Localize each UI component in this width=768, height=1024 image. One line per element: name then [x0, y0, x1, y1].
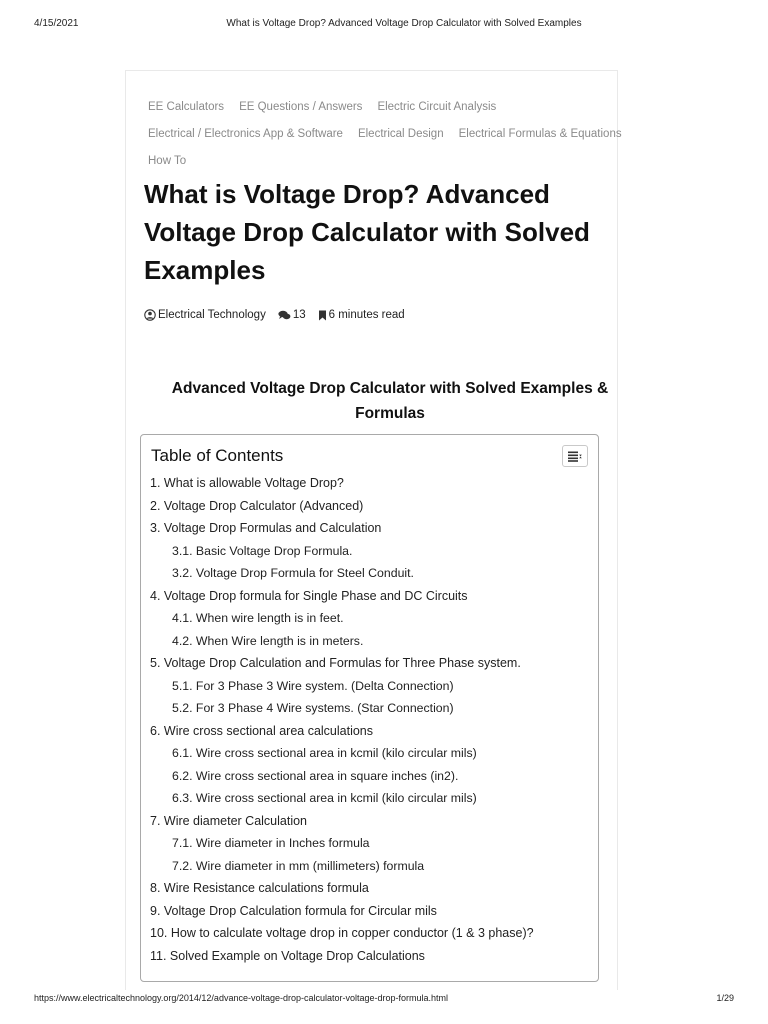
- toc-sublink[interactable]: 4.1. When wire length is in feet.: [172, 611, 344, 625]
- print-title: What is Voltage Drop? Advanced Voltage Drop Calculator with Solved Examples: [226, 18, 582, 29]
- nav-row: [148, 120, 622, 147]
- toc-title: Table of Contents: [151, 446, 284, 465]
- toc-link[interactable]: 11. Solved Example on Voltage Drop Calculations: [150, 948, 425, 963]
- nav-link-electrical-design[interactable]: Electrical Design: [357, 127, 444, 140]
- toc-link[interactable]: 10. How to calculate voltage drop in copper conductor (1 & 3 phase)?: [150, 926, 534, 940]
- toc-link[interactable]: 4. Voltage Drop formula for Single Phase and DC Circuits: [150, 588, 468, 603]
- print-url: https://www.electricaltechnology.org/2014/12/advance-voltage-drop-calculator-voltage-drop-formula.html: [34, 993, 449, 1003]
- page-title: What is Voltage Drop? Advanced Voltage Drop Calculator with Solved Examples: [144, 179, 590, 285]
- nav-link-circuit-analysis[interactable]: Electric Circuit Analysis: [377, 100, 497, 113]
- toc-link[interactable]: 6. Wire cross sectional area calculations: [150, 723, 374, 738]
- nav-row: [148, 93, 608, 120]
- section-heading: Advanced Voltage Drop Calculator with Solved Examples & Formulas: [171, 380, 609, 422]
- article-container: [125, 70, 622, 990]
- toc-link[interactable]: 3. Voltage Drop Formulas and Calculation: [150, 521, 382, 535]
- toc-link[interactable]: 8. Wire Resistance calculations formula: [150, 881, 369, 895]
- print-header: [0, 18, 768, 32]
- toc-link[interactable]: 7. Wire diameter Calculation: [150, 813, 308, 828]
- nav-link-formulas[interactable]: Electrical Formulas & Equations: [458, 127, 622, 140]
- toc-link[interactable]: 2. Voltage Drop Calculator (Advanced): [150, 498, 364, 513]
- toc-link[interactable]: 5. Voltage Drop Calculation and Formulas for Three Phase system.: [150, 656, 521, 670]
- category-nav: [148, 93, 622, 174]
- nav-link-app-software[interactable]: Electrical / Electronics App & Software: [148, 127, 343, 140]
- toc-sublink[interactable]: 5.1. For 3 Phase 3 Wire system. (Delta Connection): [172, 678, 454, 693]
- toc-sublink[interactable]: 6.2. Wire cross sectional area in square inches (in2).: [172, 768, 459, 783]
- nav-link-ee-calculators[interactable]: EE Calculators: [148, 100, 225, 113]
- nav-row: [148, 147, 608, 174]
- print-footer: [0, 993, 768, 1007]
- post-meta: [144, 309, 417, 321]
- table-of-contents: [140, 434, 599, 982]
- read-time-text: 6 minutes read: [328, 309, 405, 321]
- comments-link[interactable]: [278, 309, 306, 321]
- page-number: 1/29: [716, 993, 734, 1003]
- toc-link[interactable]: 1. What is allowable Voltage Drop?: [150, 476, 344, 490]
- toc-sublink[interactable]: 3.2. Voltage Drop Formula for Steel Conduit.: [172, 566, 414, 580]
- nav-link-ee-questions[interactable]: EE Questions / Answers: [239, 100, 363, 113]
- toc-list: [150, 472, 595, 967]
- author-link[interactable]: [144, 309, 266, 321]
- author-name: Electrical Technology: [158, 309, 266, 321]
- toc-toggle-button[interactable]: [562, 445, 588, 467]
- user-circle-icon: [144, 309, 156, 321]
- list-toggle-icon: [568, 451, 582, 462]
- toc-sublink[interactable]: 7.2. Wire diameter in mm (millimeters) formula: [172, 858, 425, 873]
- toc-sublink[interactable]: 7.1. Wire diameter in Inches formula: [172, 836, 370, 850]
- toc-sublink[interactable]: 6.1. Wire cross sectional area in kcmil (kilo circular mils): [172, 746, 477, 760]
- print-date: 4/15/2021: [34, 18, 79, 29]
- toc-link[interactable]: 9. Voltage Drop Calculation formula for Circular mils: [150, 903, 437, 918]
- comments-icon: [278, 310, 291, 321]
- toc-sublink[interactable]: 6.3. Wire cross sectional area in kcmil (kilo circular mils): [172, 791, 477, 805]
- toc-sublink[interactable]: 4.2. When Wire length is in meters.: [172, 633, 364, 648]
- toc-sublink[interactable]: 5.2. For 3 Phase 4 Wire systems. (Star Connection): [172, 701, 454, 715]
- nav-link-how-to[interactable]: How To: [148, 154, 187, 167]
- bookmark-icon: [318, 310, 327, 321]
- read-time: [318, 309, 405, 321]
- comment-count: 13: [292, 309, 306, 321]
- toc-sublink[interactable]: 3.1. Basic Voltage Drop Formula.: [172, 543, 353, 558]
